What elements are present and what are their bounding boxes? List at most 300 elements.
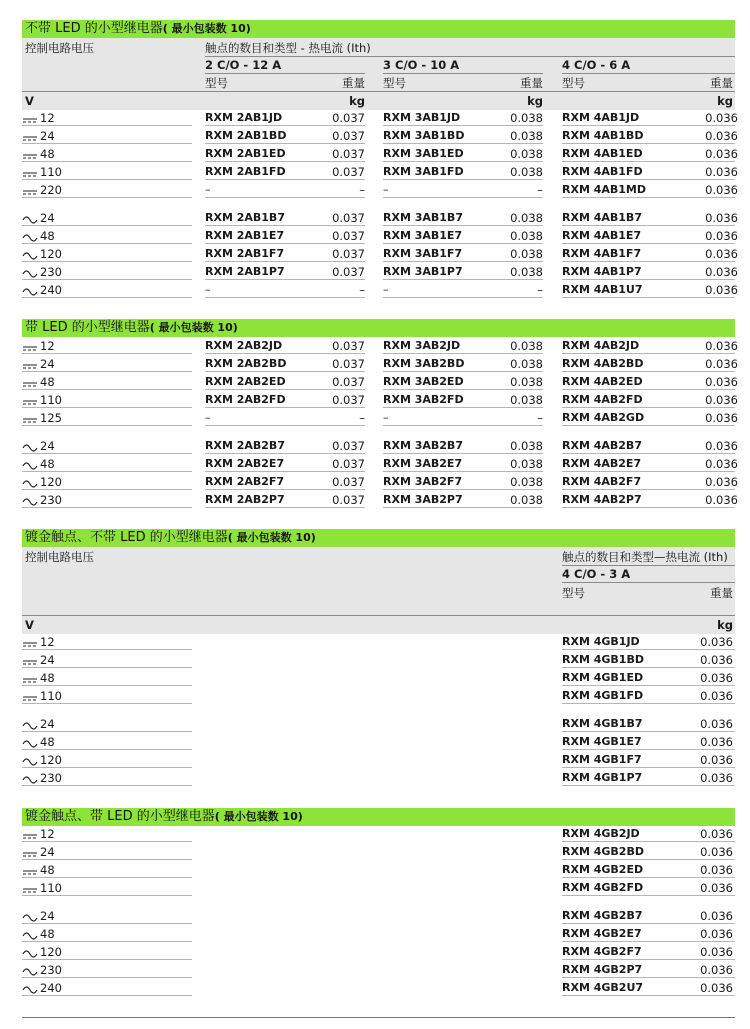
model-number: RXM 4AB2JD [562,339,640,352]
row-rule [562,225,735,226]
weight-value: 0.036 [700,689,733,703]
row-rule [22,841,192,842]
ac-symbol-icon [22,945,38,959]
model-number: RXM 4AB2B7 [562,439,642,452]
voltage-cell [22,653,192,667]
row-rule [205,407,365,408]
model-number: RXM 4GB2U7 [562,981,644,994]
voltage-cell [22,439,192,453]
row-rule [22,407,192,408]
voltage-value: 110 [40,165,62,179]
voltage-value: 24 [40,909,55,923]
dc-symbol-icon [22,393,38,407]
model-number: RXM 4GB2F7 [562,945,642,958]
weight-value: 0.036 [700,909,733,923]
model-number: RXM 4AB2BD [562,357,644,370]
ac-symbol-icon [22,771,38,785]
row-rule [383,197,543,198]
dc-symbol-icon [22,111,38,125]
row-rule [562,453,735,454]
model-number: RXM 2AB2B7 [205,439,285,452]
model-number: RXM 2AB1F7 [205,247,285,260]
section-title: 镀金触点、不带 LED 的小型继电器 [25,530,228,545]
row-rule [562,297,735,298]
weight-value: 0.038 [510,165,543,179]
weight-value: 0.036 [700,863,733,877]
row-rule [562,389,735,390]
volt-unit: V [25,94,34,108]
voltage-cell [22,265,192,279]
weight-value: 0.038 [510,375,543,389]
weight-value: 0.036 [705,129,738,143]
weight-value: 0.036 [700,653,733,667]
weight-label: 重量 [710,76,733,90]
row-rule [562,143,735,144]
voltage-value: 24 [40,439,55,453]
row-rule [22,977,192,978]
group-4co: 4 C/O - 6 A [562,58,631,72]
weight-value: 0.036 [700,963,733,977]
row-rule [205,471,365,472]
row-rule [205,453,365,454]
row-rule [383,425,543,426]
voltage-value: 48 [40,375,55,389]
page-bottom-rule [22,1017,735,1018]
dc-symbol-icon [22,845,38,859]
section-title: 不带 LED 的小型继电器 [25,21,163,36]
weight-value: 0.036 [700,771,733,785]
model-number: RXM 4GB2B7 [562,909,643,922]
row-rule [22,371,192,372]
weight-value: 0.036 [705,439,738,453]
row-rule [205,143,365,144]
voltage-value: 240 [40,283,62,297]
contact-label: 触点的数目和类型—热电流 (Ith) [562,550,728,564]
voltage-cell [22,475,192,489]
voltage-cell [22,635,192,649]
voltage-value: 12 [40,827,55,841]
row-rule [562,667,735,668]
weight-value: 0.037 [332,357,365,371]
model-number: RXM 4AB1MD [562,183,647,196]
row-rule [562,731,735,732]
voltage-cell [22,457,192,471]
ac-symbol-icon [22,439,38,453]
row-rule [562,767,735,768]
model-number: RXM 3AB1BD [383,129,465,142]
row-rule [22,685,192,686]
weight-value: 0.038 [510,247,543,261]
voltage-value: 48 [40,229,55,243]
row-rule [22,389,192,390]
dc-symbol-icon [22,165,38,179]
row-rule [383,507,543,508]
voltage-cell [22,863,192,877]
row-rule [562,895,735,896]
row-rule [562,407,735,408]
row-rule [205,179,365,180]
kg-unit: kg [349,94,365,108]
model-number: RXM 4AB1P7 [562,265,642,278]
voltage-value: 12 [40,339,55,353]
weight-value: – [359,183,365,197]
row-rule [22,749,192,750]
weight-value: 0.037 [332,375,365,389]
weight-value: 0.036 [700,717,733,731]
section-note: ( 最小包装数 10) [149,321,238,334]
weight-value: 0.037 [332,439,365,453]
row-rule [22,785,192,786]
model-number: RXM 2AB1P7 [205,265,285,278]
row-rule [22,197,192,198]
row-rule [562,471,735,472]
voltage-value: 230 [40,771,62,785]
weight-value: 0.037 [332,457,365,471]
model-number: RXM 4GB1E7 [562,735,642,748]
row-rule [562,685,735,686]
weight-value: 0.037 [332,129,365,143]
weight-value: 0.036 [700,945,733,959]
group-4co-3a: 4 C/O - 3 A [562,567,631,581]
row-rule [562,841,735,842]
voltage-cell [22,689,192,703]
voltage-value: 220 [40,183,62,197]
volt-unit: V [25,618,34,632]
weight-value: – [359,411,365,425]
voltage-cell [22,111,192,125]
weight-value: 0.036 [705,283,738,297]
weight-value: 0.036 [705,375,738,389]
row-rule [22,125,192,126]
model-number: RXM 2AB2P7 [205,493,285,506]
row-rule [383,489,543,490]
model-number: RXM 4GB1B7 [562,717,643,730]
row-rule [22,895,192,896]
voltage-cell [22,827,192,841]
weight-value: 0.036 [700,827,733,841]
section-3-title-bar [22,529,735,547]
model-number: RXM 3AB1JD [383,111,461,124]
weight-value: 0.037 [332,393,365,407]
voltage-label: 控制电路电压 [25,550,94,564]
model-label: 型号 [205,76,228,90]
row-rule [22,877,192,878]
row-rule [383,389,543,390]
voltage-cell [22,671,192,685]
model-number: RXM 4AB2GD [562,411,645,424]
model-number: RXM 4AB1JD [562,111,640,124]
row-rule [562,859,735,860]
model-number: RXM 4AB1B7 [562,211,642,224]
weight-value: 0.036 [705,211,738,225]
dc-symbol-icon [22,671,38,685]
weight-label: 重量 [520,76,543,90]
weight-value: 0.038 [510,339,543,353]
voltage-cell [22,771,192,785]
dc-symbol-icon [22,339,38,353]
weight-value: 0.037 [332,493,365,507]
model-number: RXM 4GB2JD [562,827,640,840]
row-rule [205,353,365,354]
model-number: RXM 4GB2P7 [562,963,643,976]
model-number: – [383,183,389,196]
row-rule [562,749,735,750]
voltage-value: 110 [40,881,62,895]
row-rule [562,703,735,704]
ac-symbol-icon [22,753,38,767]
voltage-value: 24 [40,717,55,731]
row-rule [22,261,192,262]
weight-value: 0.036 [705,411,738,425]
model-number: – [205,411,211,424]
dc-symbol-icon [22,689,38,703]
model-number: RXM 4AB2ED [562,375,643,388]
weight-label: 重量 [342,76,365,90]
weight-label: 重量 [710,586,733,600]
model-number: RXM 2AB2JD [205,339,283,352]
row-rule [562,261,735,262]
voltage-cell [22,909,192,923]
row-rule [562,877,735,878]
dc-symbol-icon [22,653,38,667]
voltage-cell [22,129,192,143]
voltage-value: 110 [40,689,62,703]
model-number: RXM 3AB1F7 [383,247,463,260]
dc-symbol-icon [22,375,38,389]
dc-symbol-icon [22,635,38,649]
model-number: RXM 3AB2F7 [383,475,463,488]
model-number: RXM 3AB2JD [383,339,461,352]
weight-value: 0.037 [332,339,365,353]
row-rule [383,279,543,280]
voltage-cell [22,735,192,749]
weight-value: 0.036 [705,229,738,243]
model-number: RXM 4GB1JD [562,635,640,648]
model-number: RXM 4AB2P7 [562,493,642,506]
voltage-value: 240 [40,981,62,995]
weight-value: 0.037 [332,211,365,225]
row-rule [383,143,543,144]
model-number: RXM 4GB2FD [562,881,644,894]
section-note: ( 最小包装数 10) [227,531,316,544]
row-rule [205,489,365,490]
ac-symbol-icon [22,493,38,507]
row-rule [562,371,735,372]
weight-value: 0.036 [705,265,738,279]
row-rule [562,959,735,960]
model-number: RXM 2AB1JD [205,111,283,124]
voltage-value: 120 [40,247,62,261]
model-number: RXM 4GB1F7 [562,753,642,766]
weight-value: 0.036 [705,247,738,261]
voltage-cell [22,211,192,225]
model-number: RXM 2AB1BD [205,129,287,142]
row-rule [562,923,735,924]
weight-value: 0.036 [705,457,738,471]
weight-value: 0.036 [700,981,733,995]
row-rule [22,225,192,226]
model-number: – [383,411,389,424]
contact-label: 触点的数目和类型 - 热电流 (Ith) [205,41,371,55]
row-rule [22,353,192,354]
row-rule [22,243,192,244]
voltage-cell [22,753,192,767]
voltage-cell [22,945,192,959]
dc-symbol-icon [22,129,38,143]
row-rule [562,507,735,508]
weight-value: 0.036 [700,927,733,941]
voltage-value: 24 [40,129,55,143]
ac-symbol-icon [22,247,38,261]
weight-value: 0.037 [332,111,365,125]
weight-value: 0.038 [510,393,543,407]
model-number: RXM 3AB1FD [383,165,464,178]
row-rule [383,297,543,298]
row-rule [205,243,365,244]
weight-value: 0.038 [510,457,543,471]
row-rule [22,143,192,144]
weight-value: 0.037 [332,265,365,279]
voltage-value: 24 [40,211,55,225]
dc-symbol-icon [22,411,38,425]
model-number: RXM 3AB2P7 [383,493,463,506]
model-number: – [383,283,389,296]
section-note: ( 最小包装数 10) [162,22,251,35]
model-number: RXM 3AB1ED [383,147,464,160]
ac-symbol-icon [22,981,38,995]
weight-value: 0.036 [705,111,738,125]
weight-value: 0.036 [705,357,738,371]
weight-value: 0.036 [700,881,733,895]
weight-value: 0.037 [332,475,365,489]
voltage-cell [22,183,192,197]
ac-symbol-icon [22,283,38,297]
row-rule [22,731,192,732]
weight-value: – [359,283,365,297]
row-rule [562,179,735,180]
model-number: RXM 3AB1P7 [383,265,463,278]
row-rule [383,243,543,244]
row-rule [22,489,192,490]
weight-value: 0.036 [705,147,738,161]
voltage-cell [22,881,192,895]
voltage-cell [22,981,192,995]
model-number: RXM 3AB2ED [383,375,464,388]
row-rule [22,471,192,472]
dc-symbol-icon [22,881,38,895]
weight-value: 0.038 [510,211,543,225]
row-rule [383,161,543,162]
row-rule [22,297,192,298]
row-rule [22,649,192,650]
ac-symbol-icon [22,229,38,243]
model-number: RXM 2AB1B7 [205,211,285,224]
model-label: 型号 [562,76,585,90]
row-rule [562,995,735,996]
voltage-cell [22,927,192,941]
model-number: RXM 2AB1FD [205,165,286,178]
weight-value: 0.036 [705,339,738,353]
voltage-value: 24 [40,653,55,667]
model-number: RXM 4GB1ED [562,671,644,684]
row-rule [562,279,735,280]
row-rule [22,959,192,960]
voltage-cell [22,493,192,507]
weight-value: 0.038 [510,129,543,143]
model-number: – [205,183,211,196]
row-rule [22,507,192,508]
model-number: RXM 4AB1E7 [562,229,642,242]
voltage-cell [22,147,192,161]
voltage-value: 120 [40,753,62,767]
row-rule [22,703,192,704]
voltage-value: 12 [40,111,55,125]
weight-value: 0.038 [510,229,543,243]
model-number: RXM 3AB2B7 [383,439,463,452]
section-1-header [22,38,735,110]
row-rule [205,389,365,390]
voltage-value: 48 [40,735,55,749]
weight-value: 0.036 [700,635,733,649]
model-number: RXM 3AB2FD [383,393,464,406]
weight-value: 0.036 [705,493,738,507]
group-3co: 3 C/O - 10 A [383,58,460,72]
weight-value: 0.036 [705,165,738,179]
voltage-value: 230 [40,265,62,279]
section-note: ( 最小包装数 10) [214,810,303,823]
weight-value: 0.038 [510,111,543,125]
model-number: RXM 3AB2E7 [383,457,463,470]
model-number: RXM 3AB1E7 [383,229,463,242]
row-rule [562,489,735,490]
model-number: RXM 3AB1B7 [383,211,463,224]
voltage-value: 125 [40,411,62,425]
weight-value: 0.037 [332,229,365,243]
section-1-title-bar [22,20,735,38]
model-number: RXM 3AB2BD [383,357,465,370]
row-rule [562,941,735,942]
row-rule [22,161,192,162]
row-rule [562,425,735,426]
weight-value: 0.038 [510,357,543,371]
voltage-cell [22,411,192,425]
row-rule [22,667,192,668]
voltage-value: 120 [40,475,62,489]
model-label: 型号 [383,76,406,90]
ac-symbol-icon [22,265,38,279]
model-number: RXM 2AB2F7 [205,475,285,488]
voltage-value: 48 [40,457,55,471]
model-number: RXM 4GB2BD [562,845,644,858]
model-number: RXM 4AB1BD [562,129,644,142]
row-rule [383,261,543,262]
voltage-value: 48 [40,147,55,161]
row-rule [22,767,192,768]
voltage-cell [22,339,192,353]
model-number: RXM 4AB2F7 [562,475,642,488]
row-rule [205,197,365,198]
weight-value: 0.036 [705,393,738,407]
model-number: RXM 2AB2ED [205,375,286,388]
weight-value: 0.036 [700,671,733,685]
model-number: RXM 2AB1ED [205,147,286,160]
dc-symbol-icon [22,827,38,841]
model-number: RXM 2AB2BD [205,357,287,370]
voltage-value: 48 [40,863,55,877]
row-rule [22,995,192,996]
model-number: RXM 4AB1FD [562,165,643,178]
weight-value: 0.038 [510,475,543,489]
